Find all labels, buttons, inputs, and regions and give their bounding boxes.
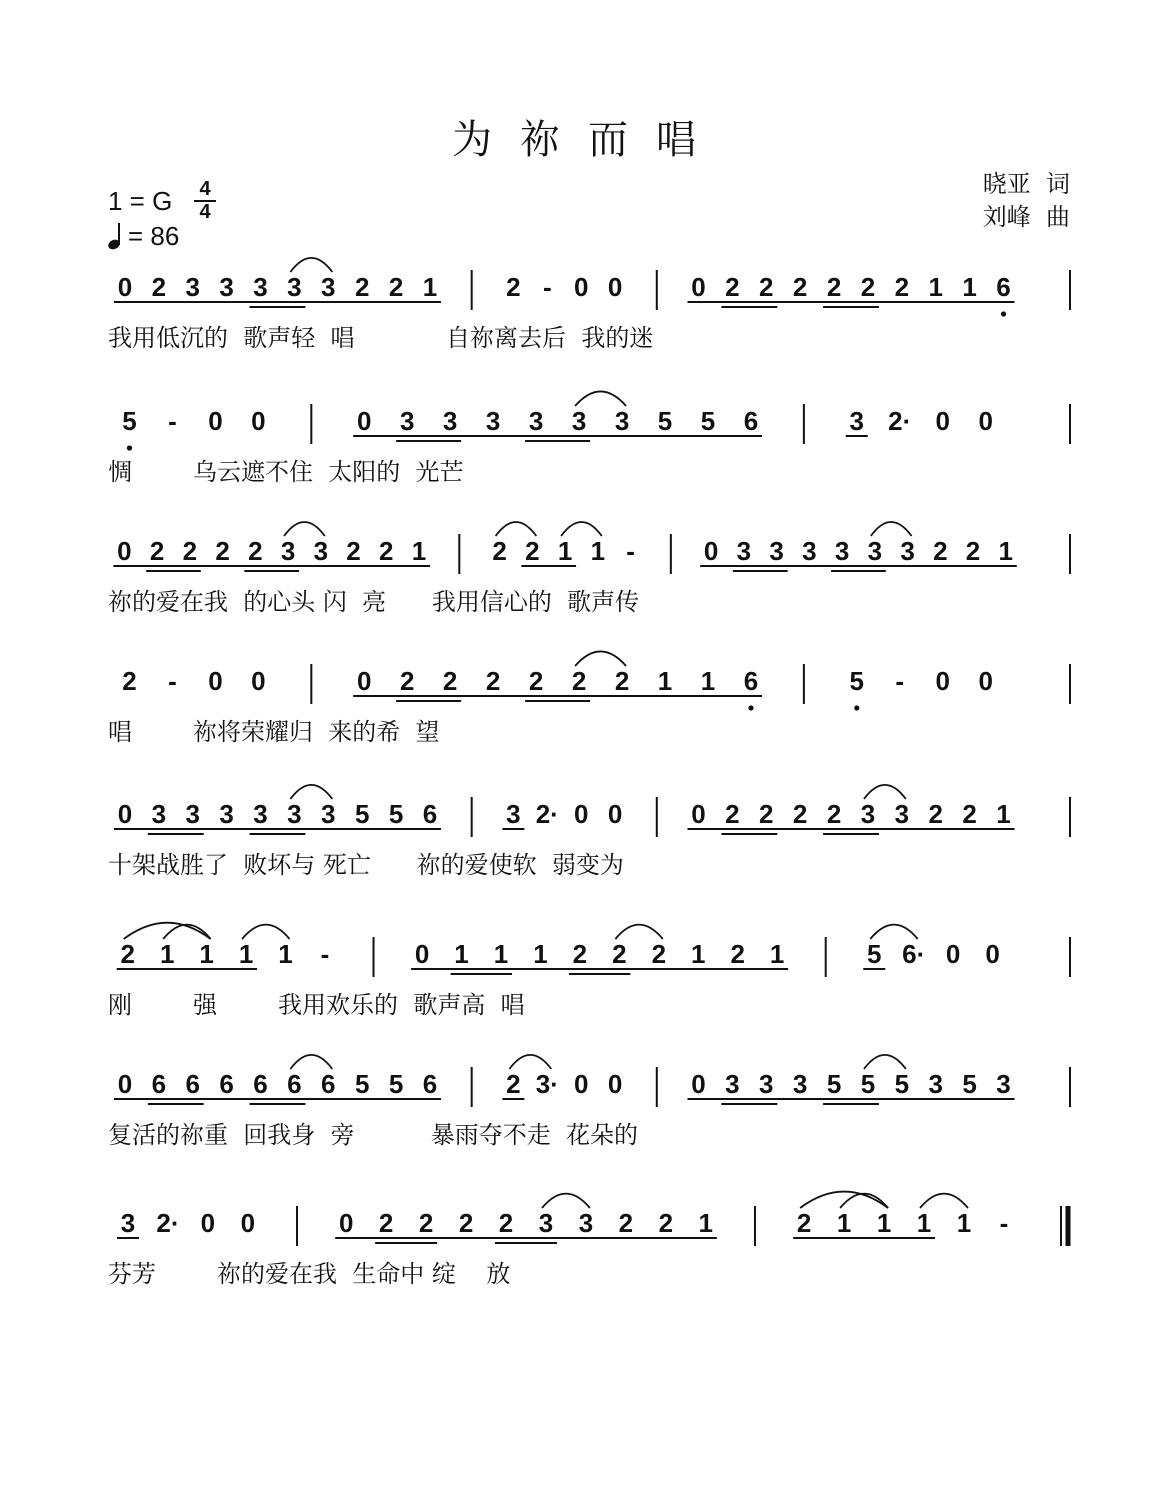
slur-arc [496, 522, 537, 536]
octave-dot-below [854, 705, 859, 710]
slur-arc [242, 925, 289, 939]
note: 2 [614, 666, 630, 696]
note: 2 [485, 666, 501, 696]
note: 3 [120, 1208, 136, 1238]
note: 1 [657, 666, 673, 696]
note: 1 [411, 536, 427, 566]
note: 3 [849, 406, 865, 436]
note: 0 [117, 799, 133, 829]
note: 3 [996, 1069, 1011, 1099]
octave-dot-below [1001, 311, 1006, 316]
note: 0 [607, 272, 623, 302]
note: 6 [996, 272, 1011, 302]
note: 0 [356, 666, 372, 696]
lyric-line: 复活的祢重 回我身 旁 暴雨夺不走 花朵的 [108, 1121, 639, 1149]
note: 1 [700, 666, 716, 696]
note: 1 [928, 272, 943, 302]
note: 2 [928, 799, 943, 829]
slur-arc [870, 925, 917, 939]
slur-arc [290, 258, 332, 272]
note: 2 [725, 272, 740, 302]
note: 2 [379, 536, 394, 566]
note: 2 [120, 939, 135, 969]
note: 0 [208, 666, 223, 696]
note: 3 [253, 799, 268, 829]
note: 2 [826, 799, 842, 829]
song-title: 为祢而唱 [452, 117, 724, 163]
note: 3 [287, 272, 302, 302]
note: 3 [900, 536, 915, 566]
note: 3 [759, 1069, 774, 1099]
note: 3 [736, 536, 752, 566]
note: 1 [557, 536, 573, 566]
note: 2 [525, 536, 540, 566]
note: 6 [422, 1069, 438, 1099]
note: - [168, 406, 177, 436]
note: 0 [691, 272, 706, 302]
octave-dot-below [127, 445, 132, 450]
slur-arc [871, 522, 912, 536]
note: 2 [860, 272, 876, 302]
note: 0 [117, 536, 132, 566]
note: 5 [860, 1069, 876, 1099]
slur-arc [542, 1194, 590, 1208]
note: 3 [219, 799, 234, 829]
note: 3 [834, 536, 850, 566]
note: - [320, 939, 330, 969]
note: 1 [422, 272, 438, 302]
note: 3 [321, 272, 336, 302]
note: 3 [792, 1069, 808, 1099]
note: 2 [894, 272, 910, 302]
note: 0 [691, 1069, 706, 1099]
note: 0 [945, 939, 961, 969]
note: 6 [422, 799, 438, 829]
note: 1 [769, 939, 785, 969]
note: 3 [725, 1069, 740, 1099]
note: 3 [867, 536, 883, 566]
slur-arc [290, 785, 332, 799]
note: 3· [535, 1069, 559, 1099]
note: 2 [418, 1208, 434, 1238]
note: 3 [313, 536, 329, 566]
note: 6 [743, 406, 759, 436]
note: 3 [321, 799, 336, 829]
slur-arc [864, 785, 906, 799]
note: 0 [200, 1208, 216, 1238]
note: 6 [287, 1069, 302, 1099]
lyric-line: 十架战胜了 败坏与 死亡 祢的爱使软 弱变为 [108, 851, 624, 879]
note: 5 [657, 406, 673, 436]
note: 0 [607, 799, 623, 829]
note: 2 [354, 272, 370, 302]
note: 6 [743, 666, 759, 696]
note: 0 [978, 406, 993, 436]
note: 2 [399, 666, 415, 696]
slur-arc [124, 923, 211, 939]
note: 0 [691, 799, 706, 829]
slur-arc [561, 522, 602, 536]
note: - [168, 666, 177, 696]
note: 0 [414, 939, 430, 969]
note: 2 [571, 666, 587, 696]
note: 3 [578, 1208, 594, 1238]
note: 3 [280, 536, 296, 566]
note: - [626, 536, 635, 566]
note: 6 [151, 1069, 167, 1099]
note: 1 [836, 1208, 852, 1238]
note: 0 [935, 666, 950, 696]
note: 1 [962, 272, 977, 302]
note: 2 [612, 939, 627, 969]
note: 2 [725, 799, 740, 829]
slur-arc [864, 1055, 906, 1069]
note: 3 [860, 799, 876, 829]
note: 3 [528, 406, 544, 436]
note: 2 [730, 939, 745, 969]
note: 1 [876, 1208, 892, 1238]
note: 0 [573, 272, 589, 302]
slur-arc [920, 1194, 968, 1208]
note: 3 [185, 272, 200, 302]
slur-arc [575, 391, 626, 406]
note: 3 [571, 406, 587, 436]
note: 3 [928, 1069, 943, 1099]
note: 1 [998, 536, 1014, 566]
note: 1 [454, 939, 469, 969]
note: 3 [894, 799, 910, 829]
note: 3 [287, 799, 302, 829]
note: 0 [703, 536, 719, 566]
slur-arc [284, 522, 325, 536]
note: 2 [792, 799, 808, 829]
note: 2 [528, 666, 544, 696]
note: 3 [769, 536, 784, 566]
note: 6· [902, 939, 926, 969]
note: 3 [185, 799, 200, 829]
note: 1 [996, 799, 1011, 829]
note: 3 [802, 536, 817, 566]
note: 2 [658, 1208, 674, 1238]
note: 1 [698, 1208, 714, 1238]
time-numerator: 4 [199, 178, 211, 200]
note: 0 [117, 1069, 133, 1099]
note: 5 [826, 1069, 842, 1099]
note: 5 [354, 1069, 370, 1099]
note: 2 [458, 1208, 474, 1238]
note: 1 [956, 1208, 972, 1238]
note: 2 [215, 536, 230, 566]
note: 5 [388, 799, 404, 829]
time-denominator: 4 [199, 201, 211, 223]
note: 0 [251, 666, 266, 696]
note: 3 [399, 406, 415, 436]
lyricist-credit: 晓亚 词 [982, 170, 1070, 198]
note: 0 [240, 1208, 256, 1238]
note: 0 [573, 1069, 589, 1099]
lyric-line: 祢的爱在我 的心头 闪 亮 我用信心的 歌声传 [108, 588, 640, 616]
note: 6 [185, 1069, 200, 1099]
note: 2 [378, 1208, 394, 1238]
note: 1 [590, 536, 606, 566]
note: 2 [965, 536, 981, 566]
note: 2· [888, 406, 912, 436]
note: 2 [962, 799, 977, 829]
note: 1 [199, 939, 214, 969]
note: 2· [156, 1208, 180, 1238]
note: 0 [251, 406, 266, 436]
slur-arc [509, 1055, 551, 1069]
note: 3 [253, 272, 268, 302]
note: 2· [535, 799, 559, 829]
note: 0 [356, 406, 372, 436]
note: 2 [182, 536, 198, 566]
note: 2 [759, 799, 774, 829]
note: 6 [321, 1069, 336, 1099]
note: - [999, 1208, 1009, 1238]
note: 3 [219, 272, 234, 302]
note: 2 [796, 1208, 812, 1238]
note: 5 [388, 1069, 404, 1099]
note: 5 [122, 406, 137, 436]
note: 1 [533, 939, 548, 969]
note: 1 [493, 939, 509, 969]
note: 5 [354, 799, 370, 829]
lyric-line: 刚 强 我用欢乐的 歌声高 唱 [108, 991, 525, 1019]
note: 2 [826, 272, 842, 302]
note: 6 [219, 1069, 234, 1099]
note: 3 [485, 406, 501, 436]
note: 2 [442, 666, 458, 696]
note: 2 [151, 272, 167, 302]
note: 2 [572, 939, 588, 969]
note: 6 [253, 1069, 268, 1099]
slur-arc [575, 651, 626, 666]
note: 2 [933, 536, 948, 566]
note: 3 [614, 406, 630, 436]
note: 2 [346, 536, 361, 566]
slur-arc [800, 1192, 888, 1208]
composer-credit: 刘峰 曲 [982, 203, 1070, 231]
note: 5 [867, 939, 882, 969]
note: 2 [651, 939, 667, 969]
tempo-value: = 86 [128, 221, 180, 251]
note: 1 [278, 939, 293, 969]
note: 1 [691, 939, 706, 969]
note: 0 [117, 272, 133, 302]
note: 2 [618, 1208, 634, 1238]
note: - [895, 666, 905, 696]
note: 5 [962, 1069, 977, 1099]
note: 2 [149, 536, 165, 566]
note: 2 [759, 272, 774, 302]
note: 3 [538, 1208, 554, 1238]
octave-dot-below [748, 705, 753, 710]
note: 3 [442, 406, 458, 436]
note: 0 [573, 799, 589, 829]
lyric-line: 芬芳 祢的爱在我 生命中 绽 放 [108, 1260, 511, 1288]
note: 5 [849, 666, 865, 696]
note: 5 [894, 1069, 910, 1099]
lyric-line: 我用低沉的 歌声轻 唱 自祢离去后 我的迷 [108, 324, 654, 352]
note: 2 [792, 272, 808, 302]
note: 0 [978, 666, 993, 696]
note: 0 [208, 406, 223, 436]
note: 0 [935, 406, 950, 436]
note: 3 [151, 799, 167, 829]
note: 0 [338, 1208, 354, 1238]
note: 2 [492, 536, 507, 566]
slur-arc [290, 1055, 332, 1069]
lyric-line: 惆 乌云遮不住 太阳的 光芒 [108, 458, 464, 486]
note: - [542, 272, 552, 302]
note: 0 [985, 939, 1000, 969]
note: 5 [700, 406, 716, 436]
note: 2 [506, 272, 521, 302]
note: 2 [388, 272, 404, 302]
note: 1 [159, 939, 175, 969]
slur-arc [615, 925, 662, 939]
key-signature: 1 = G [108, 186, 173, 216]
lyric-line: 唱 祢将荣耀归 来的希 望 [108, 718, 440, 746]
note: 2 [498, 1208, 514, 1238]
note: 1 [238, 939, 254, 969]
note: 2 [248, 536, 263, 566]
note: 2 [122, 666, 137, 696]
note: 0 [607, 1069, 623, 1099]
note: 1 [916, 1208, 932, 1238]
note: 3 [506, 799, 521, 829]
note: 2 [506, 1069, 521, 1099]
